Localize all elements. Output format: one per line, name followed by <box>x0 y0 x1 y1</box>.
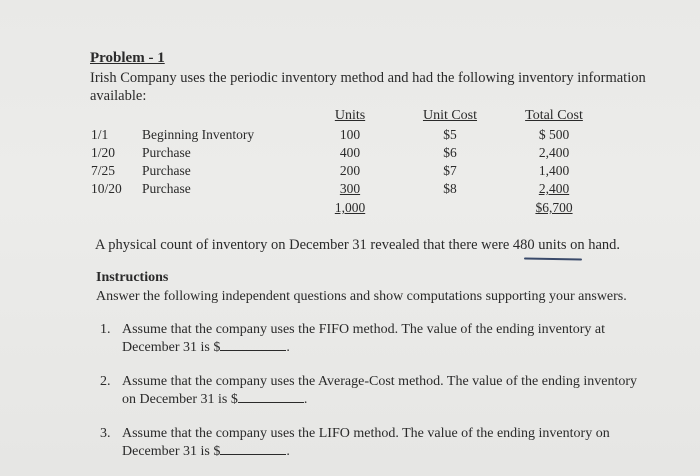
physical-count-text: A physical count of inventory on December 31 revealed that there were 480 units on hand. <box>95 237 621 253</box>
question-line-2: December 31 is $ <box>122 444 221 459</box>
row-units: 200 <box>339 163 361 178</box>
intro-line-1: Irish Company uses the periodic inventory method and had the following inventory information <box>90 70 646 86</box>
total-units: 1,000 <box>334 200 366 215</box>
row-description: Purchase <box>142 145 191 160</box>
question-end: . <box>286 444 290 459</box>
question-number: 1. <box>100 322 111 337</box>
row-total-cost: $ 500 <box>538 127 570 142</box>
row-date: 1/1 <box>91 127 109 142</box>
question-end: . <box>303 392 308 407</box>
row-description: Beginning Inventory <box>142 127 255 142</box>
question-body <box>122 374 682 408</box>
question-line-2: on December 31 is $ <box>122 392 238 407</box>
question-3 <box>100 426 690 460</box>
question-number: 2. <box>100 374 111 389</box>
row-description: Purchase <box>142 163 191 178</box>
answer-blank[interactable] <box>238 390 304 403</box>
question-body <box>122 322 682 356</box>
row-total-cost: 2,400 <box>538 145 570 160</box>
row-unit-cost: $8 <box>443 181 457 196</box>
row-date: 10/20 <box>91 181 122 196</box>
header-unit-cost: Unit Cost <box>422 108 478 123</box>
header-units: Units <box>334 108 366 123</box>
row-date: 7/25 <box>91 163 116 178</box>
question-number: 3. <box>100 426 111 441</box>
row-unit-cost: $7 <box>443 163 457 178</box>
instructions-text: Answer the following independent questions and show computations supporting your answers. <box>96 289 627 304</box>
row-description: Purchase <box>142 181 191 196</box>
header-total-cost: Total Cost <box>525 108 583 123</box>
pen-underline-mark <box>524 257 582 260</box>
question-line-1: Assume that the company uses the LIFO method. The value of the ending inventory on <box>122 426 610 441</box>
problem-title: Problem - 1 <box>90 50 165 66</box>
row-units: 300 <box>339 181 361 196</box>
answer-blank[interactable] <box>220 442 286 455</box>
question-body <box>122 426 682 460</box>
row-units: 100 <box>339 127 361 142</box>
question-1 <box>100 322 690 356</box>
row-date: 1/20 <box>91 145 116 160</box>
question-line-2: December 31 is $ <box>122 340 221 355</box>
row-units: 400 <box>339 145 361 160</box>
row-total-cost: 2,400 <box>538 181 570 196</box>
answer-blank[interactable] <box>220 338 286 351</box>
total-cost: $6,700 <box>535 200 573 215</box>
row-unit-cost: $6 <box>443 145 457 160</box>
question-line-1: Assume that the company uses the FIFO method. The value of the ending inventory at <box>122 322 606 337</box>
intro-line-2: available: <box>90 88 147 104</box>
instructions-heading: Instructions <box>96 270 169 285</box>
question-line-1: Assume that the company uses the Average-Cost method. The value of the ending inventory <box>122 374 638 389</box>
question-2 <box>100 374 690 408</box>
problem-intro <box>90 69 700 105</box>
row-unit-cost: $5 <box>443 127 457 142</box>
question-end: . <box>286 340 290 355</box>
row-total-cost: 1,400 <box>538 163 570 178</box>
